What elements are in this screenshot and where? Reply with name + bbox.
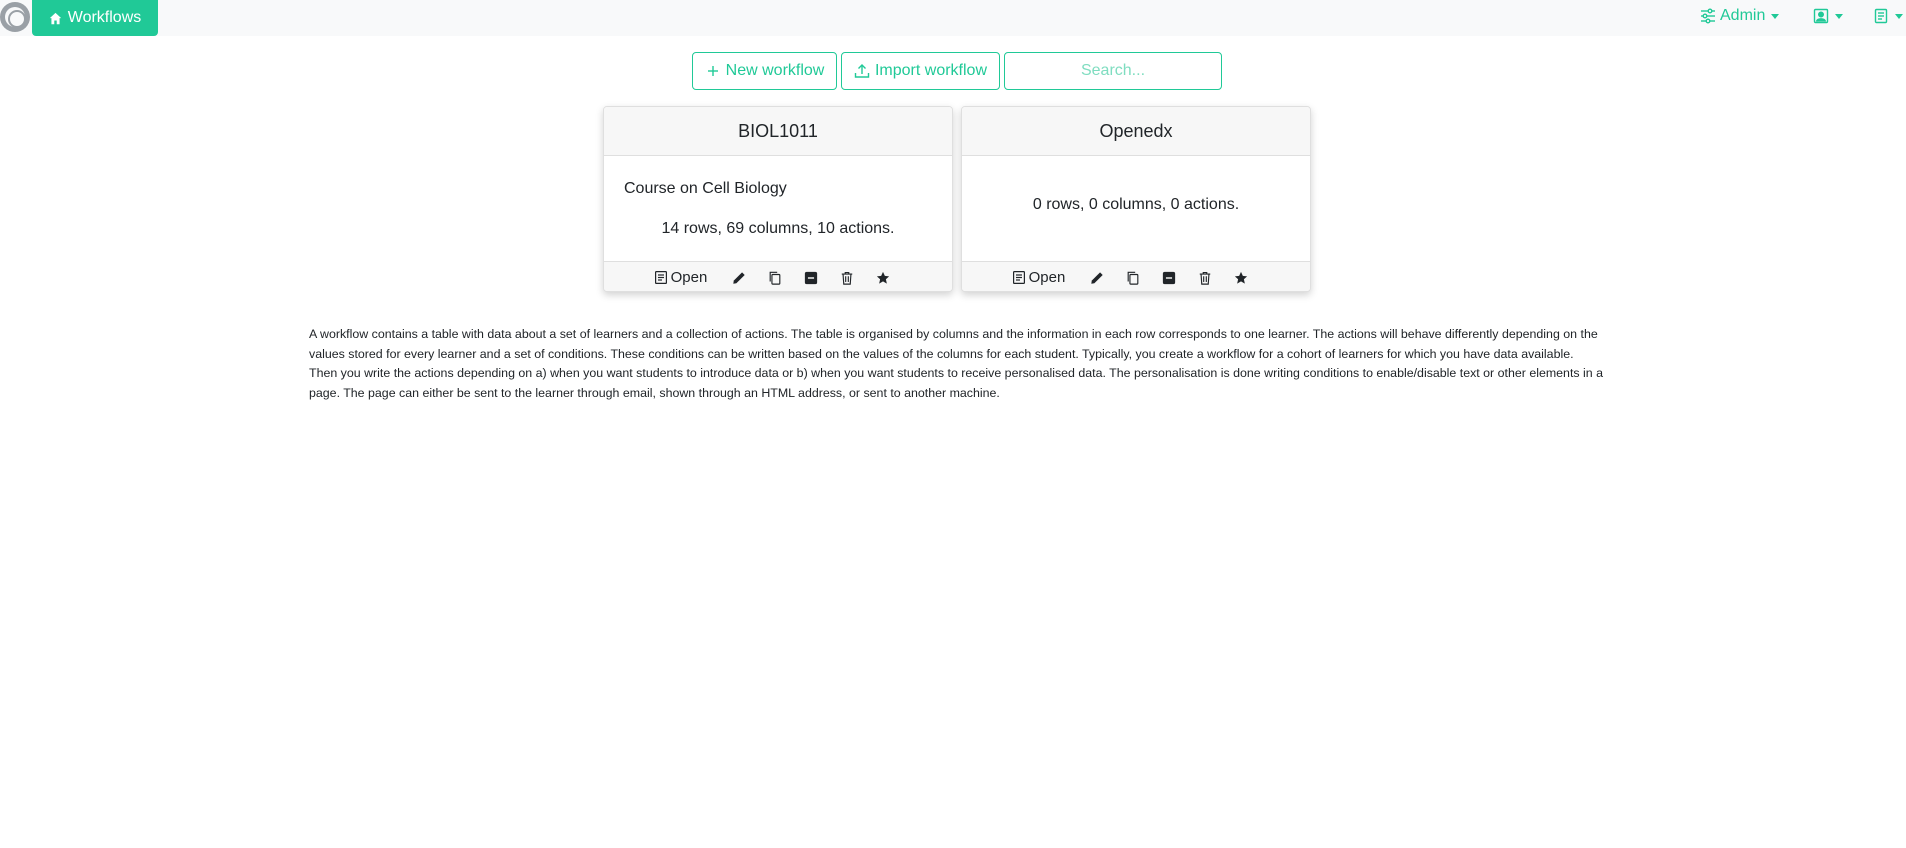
dash-square-icon — [804, 271, 818, 285]
workflow-card-footer — [604, 261, 952, 292]
file-text-icon — [1873, 8, 1889, 24]
app-logo-icon[interactable] — [0, 2, 30, 32]
open-workflow-button[interactable] — [1013, 269, 1066, 286]
star-icon — [876, 271, 890, 285]
star-workflow-button[interactable] — [1223, 266, 1259, 290]
copy-icon — [768, 271, 782, 285]
star-workflow-button[interactable] — [865, 266, 901, 290]
workflow-card — [603, 106, 953, 292]
home-icon — [49, 12, 62, 25]
copy-icon — [1126, 271, 1140, 285]
workflow-card-body[interactable] — [962, 156, 1310, 261]
flush-workflow-button[interactable] — [1151, 266, 1187, 290]
workflows-home-button[interactable] — [32, 0, 158, 36]
workflow-card-title[interactable]: Openedx — [962, 107, 1310, 156]
top-navbar — [0, 0, 1906, 36]
user-icon — [1813, 8, 1829, 24]
chevron-down-icon — [1771, 14, 1779, 19]
workflow-stats: 14 rows, 69 columns, 10 actions. — [661, 220, 895, 237]
workflow-card-footer — [962, 261, 1310, 292]
rename-workflow-button[interactable] — [1079, 266, 1115, 290]
chevron-down-icon — [1835, 14, 1843, 19]
import-workflow-button[interactable] — [841, 52, 1000, 90]
open-label: Open — [1028, 269, 1066, 286]
delete-workflow-button[interactable] — [1187, 266, 1223, 290]
new-workflow-label: New workflow — [725, 62, 825, 79]
pencil-icon — [732, 271, 746, 285]
upload-icon — [854, 63, 870, 79]
clone-workflow-button[interactable] — [1115, 266, 1151, 290]
open-workflow-button[interactable] — [655, 269, 708, 286]
trash-icon — [1198, 271, 1212, 285]
sliders-icon — [1700, 8, 1716, 24]
star-icon — [1234, 271, 1248, 285]
workflow-toolbar — [0, 52, 1906, 90]
user-menu[interactable] — [1813, 0, 1843, 32]
admin-menu[interactable] — [1700, 0, 1779, 32]
open-label: Open — [670, 269, 708, 286]
new-workflow-button[interactable] — [692, 52, 837, 90]
workflow-description: Course on Cell Biology — [624, 180, 787, 197]
clone-workflow-button[interactable] — [757, 266, 793, 290]
rename-workflow-button[interactable] — [721, 266, 757, 290]
file-text-icon — [655, 271, 667, 284]
workflow-stats: 0 rows, 0 columns, 0 actions. — [1032, 196, 1240, 213]
admin-menu-label: Admin — [1720, 7, 1766, 24]
import-workflow-label: Import workflow — [874, 62, 988, 79]
workflows-home-label: Workflows — [67, 9, 142, 26]
trash-icon — [840, 271, 854, 285]
chevron-down-icon — [1895, 14, 1903, 19]
pencil-icon — [1090, 271, 1104, 285]
file-text-icon — [1013, 271, 1025, 284]
flush-workflow-button[interactable] — [793, 266, 829, 290]
workflow-card-title[interactable]: BIOL1011 — [604, 107, 952, 156]
workflow-card-body[interactable] — [604, 156, 952, 261]
docs-menu[interactable] — [1873, 0, 1903, 32]
delete-workflow-button[interactable] — [829, 266, 865, 290]
dash-square-icon — [1162, 271, 1176, 285]
plus-icon — [705, 63, 721, 79]
workflow-card — [961, 106, 1311, 292]
workflow-intro-text: A workflow contains a table with data about a set of learners and a collection of actions. The table is organised by columns and the information in each row corresponds to one learner. The actions will behave differently depending on the values stored for every learner and a set of conditions. These conditions can be written based on the values of the columns for each student. Typically, you create a workflow for a cohort of learners for which you have data available. Then you write the actions depending on a) when you want students to introduce data or b) when you want students to receive personalised data. The personalisation is done writing conditions to enable/disable text or other elements in a page. The page can either be sent to the learner through email, shown through an HTML address, or sent to another machine. — [309, 327, 1604, 400]
search-input[interactable] — [1004, 52, 1222, 90]
